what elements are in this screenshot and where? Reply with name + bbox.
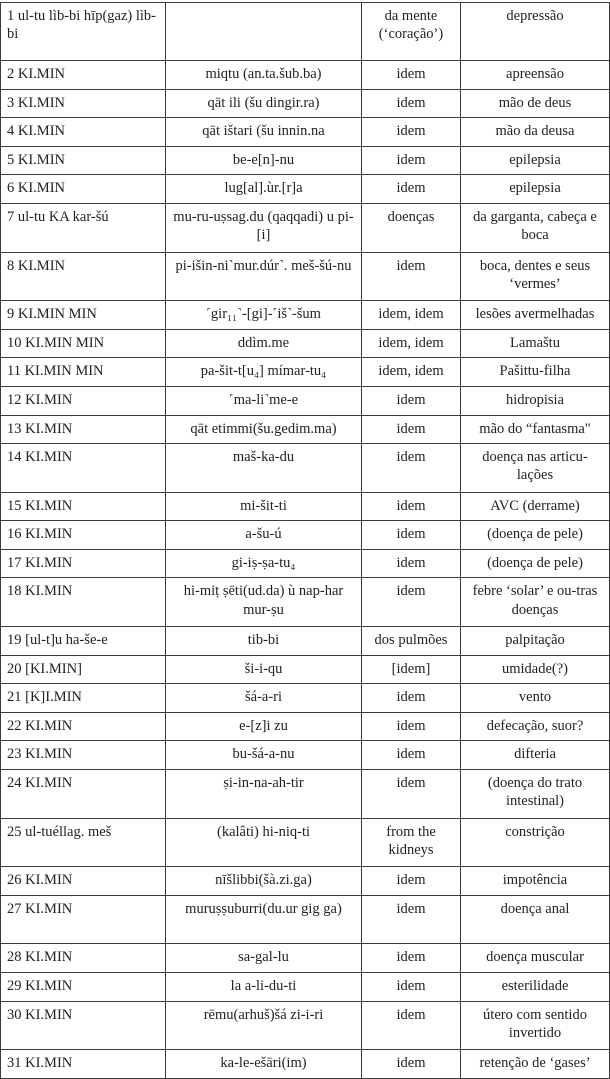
translation-cell: umidade(?) bbox=[461, 655, 610, 684]
origin-cell: idem bbox=[362, 61, 461, 90]
akkadian-term-cell: bu-šá-a-nu bbox=[166, 741, 362, 770]
table-row bbox=[1, 204, 610, 253]
table-row bbox=[1, 175, 610, 204]
akkadian-term-cell: mi-šit-ti bbox=[166, 492, 362, 521]
translation-cell: febre ‘solar’ e ou-tras doenças bbox=[461, 578, 610, 627]
line-label-cell: 13 KI.MIN bbox=[1, 415, 166, 444]
origin-cell: idem bbox=[362, 684, 461, 713]
origin-cell: dos pulmões bbox=[362, 627, 461, 656]
akkadian-term-cell bbox=[166, 3, 362, 61]
line-label-cell: 30 KI.MIN bbox=[1, 1001, 166, 1050]
line-label-cell: 22 KI.MIN bbox=[1, 712, 166, 741]
translation-cell: defecação, suor? bbox=[461, 712, 610, 741]
origin-cell: idem bbox=[362, 1050, 461, 1079]
akkadian-term-cell: miqtu (an.ta.šub.ba) bbox=[166, 61, 362, 90]
line-label-cell: 6 KI.MIN bbox=[1, 175, 166, 204]
table-row bbox=[1, 521, 610, 550]
line-label-cell: 16 KI.MIN bbox=[1, 521, 166, 550]
translation-cell: AVC (derrame) bbox=[461, 492, 610, 521]
line-label-cell: 21 [K]I.MIN bbox=[1, 684, 166, 713]
line-label-cell: 7 ul-tu KA kar-šú bbox=[1, 204, 166, 253]
translation-cell: retenção de ‘gases’ bbox=[461, 1050, 610, 1079]
origin-cell: doenças bbox=[362, 204, 461, 253]
table-row bbox=[1, 741, 610, 770]
translation-cell: hidropisia bbox=[461, 387, 610, 416]
table-row bbox=[1, 549, 610, 578]
origin-cell: idem bbox=[362, 492, 461, 521]
translation-cell: útero com sentido invertido bbox=[461, 1001, 610, 1050]
origin-cell: idem bbox=[362, 252, 461, 301]
table-row bbox=[1, 818, 610, 867]
table-row bbox=[1, 627, 610, 656]
line-label-cell: 19 [ul-t]u ha-še-e bbox=[1, 627, 166, 656]
line-label-cell: 18 KI.MIN bbox=[1, 578, 166, 627]
akkadian-term-cell: qāt etimmi(šu.gedim.ma) bbox=[166, 415, 362, 444]
table-row bbox=[1, 89, 610, 118]
akkadian-term-cell: pi-išin-ni˺mur.dúr˺. meš-šú-nu bbox=[166, 252, 362, 301]
table-row bbox=[1, 712, 610, 741]
table-row bbox=[1, 1050, 610, 1079]
table-row bbox=[1, 973, 610, 1002]
table-row bbox=[1, 146, 610, 175]
akkadian-term-cell: lug[al].ùr.[r]a bbox=[166, 175, 362, 204]
line-label-cell: 24 KI.MIN bbox=[1, 769, 166, 818]
akkadian-term-cell: ṣi-in-na-ah-tir bbox=[166, 769, 362, 818]
line-label-cell: 20 [KI.MIN] bbox=[1, 655, 166, 684]
translation-cell: palpitação bbox=[461, 627, 610, 656]
table-row bbox=[1, 867, 610, 896]
line-label-cell: 8 KI.MIN bbox=[1, 252, 166, 301]
table-row bbox=[1, 1001, 610, 1050]
origin-cell: idem bbox=[362, 712, 461, 741]
line-label-cell: 15 KI.MIN bbox=[1, 492, 166, 521]
line-label-cell: 25 ul-tuéllag. meš bbox=[1, 818, 166, 867]
origin-cell: idem bbox=[362, 118, 461, 147]
akkadian-term-cell: sa-gal-lu bbox=[166, 944, 362, 973]
origin-cell: idem bbox=[362, 521, 461, 550]
table-row bbox=[1, 415, 610, 444]
line-label-cell: 4 KI.MIN bbox=[1, 118, 166, 147]
table-row bbox=[1, 252, 610, 301]
translation-cell: Pašittu-filha bbox=[461, 358, 610, 387]
line-label-cell: 1 ul-tu lìb-bi hīp(gaz) lìb-bi bbox=[1, 3, 166, 61]
line-label-cell: 9 KI.MIN MIN bbox=[1, 301, 166, 330]
translation-cell: Lamaštu bbox=[461, 329, 610, 358]
table-row bbox=[1, 895, 610, 944]
line-label-cell: 10 KI.MIN MIN bbox=[1, 329, 166, 358]
table-row bbox=[1, 387, 610, 416]
translation-cell: epilepsia bbox=[461, 146, 610, 175]
akkadian-term-cell: gi-iṣ-ṣa-tu₄ bbox=[166, 549, 362, 578]
origin-cell: idem bbox=[362, 944, 461, 973]
translation-cell: doença muscular bbox=[461, 944, 610, 973]
table-row bbox=[1, 329, 610, 358]
table-row bbox=[1, 684, 610, 713]
origin-cell: idem bbox=[362, 867, 461, 896]
table-row bbox=[1, 578, 610, 627]
translation-cell: (doença do trato intestinal) bbox=[461, 769, 610, 818]
akkadian-term-cell: ddìm.me bbox=[166, 329, 362, 358]
akkadian-term-cell: rēmu(arhuš)šá zi-i-ri bbox=[166, 1001, 362, 1050]
translation-cell: impotência bbox=[461, 867, 610, 896]
translation-cell: epilepsia bbox=[461, 175, 610, 204]
origin-cell: idem, idem bbox=[362, 301, 461, 330]
translation-cell: doença nas articu-lações bbox=[461, 444, 610, 493]
akkadian-term-cell: hi-miṭ ṣēti(ud.da) ù nap-har mur-ṣu bbox=[166, 578, 362, 627]
line-label-cell: 23 KI.MIN bbox=[1, 741, 166, 770]
akkadian-term-cell: mu-ru-uṣsag.du (qaqqadi) u pi-[i] bbox=[166, 204, 362, 253]
translation-cell: vento bbox=[461, 684, 610, 713]
origin-cell: idem bbox=[362, 444, 461, 493]
akkadian-term-cell: qāt ili (šu dingir.ra) bbox=[166, 89, 362, 118]
line-label-cell: 28 KI.MIN bbox=[1, 944, 166, 973]
translation-cell: apreensão bbox=[461, 61, 610, 90]
origin-cell: idem bbox=[362, 1001, 461, 1050]
translation-cell: esterilidade bbox=[461, 973, 610, 1002]
translation-cell: depressão bbox=[461, 3, 610, 61]
line-label-cell: 17 KI.MIN bbox=[1, 549, 166, 578]
origin-cell: idem bbox=[362, 973, 461, 1002]
table-row bbox=[1, 61, 610, 90]
table-row bbox=[1, 655, 610, 684]
line-label-cell: 3 KI.MIN bbox=[1, 89, 166, 118]
table-row bbox=[1, 944, 610, 973]
table-row bbox=[1, 118, 610, 147]
origin-cell: idem bbox=[362, 895, 461, 944]
line-label-cell: 11 KI.MIN MIN bbox=[1, 358, 166, 387]
origin-cell: idem bbox=[362, 146, 461, 175]
translation-cell: doença anal bbox=[461, 895, 610, 944]
table-row bbox=[1, 444, 610, 493]
table-row bbox=[1, 301, 610, 330]
akkadian-term-cell: pa-šit-t[u₄] mímar-tu₄ bbox=[166, 358, 362, 387]
translation-cell: boca, dentes e seus ‘vermes’ bbox=[461, 252, 610, 301]
akkadian-term-cell: ˹ma-li˺me-e bbox=[166, 387, 362, 416]
table-row bbox=[1, 358, 610, 387]
line-label-cell: 14 KI.MIN bbox=[1, 444, 166, 493]
translation-cell: (doença de pele) bbox=[461, 521, 610, 550]
origin-cell: idem bbox=[362, 549, 461, 578]
akkadian-term-cell: e-[z]i zu bbox=[166, 712, 362, 741]
translation-cell: mão da deusa bbox=[461, 118, 610, 147]
origin-cell: idem bbox=[362, 175, 461, 204]
translation-cell: mão do “fantasma" bbox=[461, 415, 610, 444]
origin-cell: idem bbox=[362, 741, 461, 770]
line-label-cell: 29 KI.MIN bbox=[1, 973, 166, 1002]
line-label-cell: 2 KI.MIN bbox=[1, 61, 166, 90]
translation-cell: mão de deus bbox=[461, 89, 610, 118]
line-label-cell: 26 KI.MIN bbox=[1, 867, 166, 896]
origin-cell: idem bbox=[362, 415, 461, 444]
akkadian-term-cell: qāt ištari (šu innin.na bbox=[166, 118, 362, 147]
akkadian-term-cell: muruṣṣuburri(du.ur gig ga) bbox=[166, 895, 362, 944]
origin-cell: idem, idem bbox=[362, 358, 461, 387]
translation-cell: lesões avermelhadas bbox=[461, 301, 610, 330]
akkadian-term-cell: ka-le-ešāri(im) bbox=[166, 1050, 362, 1079]
akkadian-term-cell: maš-ka-du bbox=[166, 444, 362, 493]
origin-cell: from the kidneys bbox=[362, 818, 461, 867]
akkadian-term-cell: tib-bi bbox=[166, 627, 362, 656]
disease-table-body bbox=[1, 3, 610, 1079]
origin-cell: idem, idem bbox=[362, 329, 461, 358]
translation-cell: constrição bbox=[461, 818, 610, 867]
origin-cell: da mente (‘coração’) bbox=[362, 3, 461, 61]
akkadian-term-cell: nīšlibbi(šà.zi.ga) bbox=[166, 867, 362, 896]
origin-cell: idem bbox=[362, 89, 461, 118]
akkadian-term-cell: ši-i-qu bbox=[166, 655, 362, 684]
akkadian-term-cell: la a-li-du-ti bbox=[166, 973, 362, 1002]
table-row bbox=[1, 3, 610, 61]
akkadian-term-cell: šá-a-ri bbox=[166, 684, 362, 713]
line-label-cell: 27 KI.MIN bbox=[1, 895, 166, 944]
line-label-cell: 31 KI.MIN bbox=[1, 1050, 166, 1079]
table-row bbox=[1, 769, 610, 818]
akkadian-term-cell: ˹gir₁₁˺-[gi]-˹iš˺-šum bbox=[166, 301, 362, 330]
akkadian-term-cell: be-e[n]-nu bbox=[166, 146, 362, 175]
line-label-cell: 12 KI.MIN bbox=[1, 387, 166, 416]
disease-table bbox=[0, 2, 610, 1079]
origin-cell: [idem] bbox=[362, 655, 461, 684]
akkadian-term-cell: a-šu-ú bbox=[166, 521, 362, 550]
akkadian-term-cell: (kalâti) hi-niq-ti bbox=[166, 818, 362, 867]
line-label-cell: 5 KI.MIN bbox=[1, 146, 166, 175]
origin-cell: idem bbox=[362, 387, 461, 416]
translation-cell: da garganta, cabeça e boca bbox=[461, 204, 610, 253]
origin-cell: idem bbox=[362, 578, 461, 627]
translation-cell: (doença de pele) bbox=[461, 549, 610, 578]
translation-cell: difteria bbox=[461, 741, 610, 770]
origin-cell: idem bbox=[362, 769, 461, 818]
table-row bbox=[1, 492, 610, 521]
